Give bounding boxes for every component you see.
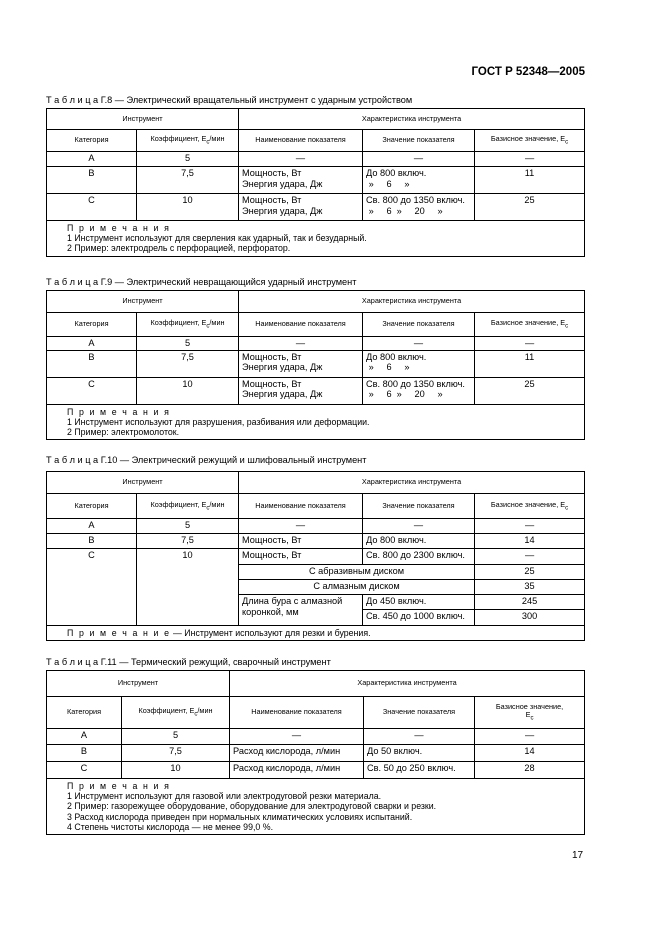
- table-row: С 10 Мощность, Вт Св. 800 до 2300 включ. —: [47, 549, 585, 565]
- note-item: 1 Инструмент используют для сверления как ударный, так и безударный.: [67, 233, 367, 244]
- page-number: 17: [572, 850, 584, 861]
- table-row: А 5 — — —: [47, 152, 585, 167]
- note-item: 3 Расход кислорода приведен при нормальных климатических условиях испытаний.: [67, 811, 413, 822]
- table-notes: [47, 626, 585, 641]
- header-category: Категория: [47, 697, 122, 729]
- table-row: В 7,5 Мощность, Вт Энергия удара, Дж До 800 включ. » 6 » 11: [47, 350, 585, 377]
- notes-title: П р и м е ч а н и я: [67, 406, 171, 417]
- notes-title: П р и м е ч а н и я: [67, 223, 171, 233]
- caption-text: — Электрический вращательный инструмент с ударным устройством: [112, 95, 413, 105]
- header-group-characteristic: Характеристика инструмента: [239, 472, 585, 494]
- note-label: П р и м е ч а н и е: [67, 628, 171, 638]
- header-group-tool: Инструмент: [47, 472, 239, 494]
- header-category: Категория: [47, 494, 137, 519]
- note-item: 2 Пример: газорежущее оборудование, оборудование для электродуговой сварки и резки.: [67, 801, 437, 812]
- table-row: А 5 — — —: [47, 519, 585, 534]
- header-coefficient: Коэффициент, $E_c$/мин: [137, 313, 239, 337]
- table-row: В 7,5 Расход кислорода, л/мин До 50 включ. 14: [47, 745, 585, 762]
- header-base-value: Базисное значение, $E_c$: [475, 494, 585, 519]
- note-text: — Инструмент используют для резки и бурения.: [170, 628, 371, 638]
- caption-text: — Термический режущий, сварочный инструмент: [116, 657, 331, 667]
- header-indicator-value: Значение показателя: [364, 697, 475, 729]
- caption-label: Т а б л и ц а Г.11: [46, 657, 117, 667]
- header-group-tool: Инструмент: [47, 291, 239, 313]
- table-row: В 7,5 Мощность, Вт До 800 включ. 14: [47, 534, 585, 549]
- table-row: С 10 Мощность, Вт Энергия удара, Дж Св. 800 до 1350 включ. » 6 » 20 » 25: [47, 377, 585, 404]
- table-row: Длина бура с алмазной коронкой, мм До 450 включ. 245: [47, 595, 585, 610]
- table-row: В 7,5 Мощность, Вт Энергия удара, Дж До 800 включ. » 6 » 11: [47, 167, 585, 194]
- header-indicator-name: Наименование показателя: [239, 313, 363, 337]
- table-g11: [46, 670, 585, 835]
- header-category: Категория: [47, 313, 137, 337]
- table-caption-g9: [46, 277, 356, 287]
- table-row: С 10 Мощность, Вт Энергия удара, Дж Св. 800 до 1350 включ. » 6 » 20 » 25: [47, 194, 585, 221]
- header-base-value: Базисное значение, $E_c$: [475, 697, 585, 729]
- table-notes: [47, 221, 585, 257]
- table-row: С абразивным диском 25: [47, 565, 585, 580]
- header-indicator-value: Значение показателя: [363, 313, 475, 337]
- header-group-characteristic: Характеристика инструмента: [239, 109, 585, 130]
- note-item: 1 Инструмент используют для газовой или электродуговой резки материала.: [67, 791, 382, 802]
- header-indicator-name: Наименование показателя: [239, 494, 363, 519]
- header-base-value: Базисное значение, $E_c$: [475, 130, 585, 152]
- header-coefficient: Коэффициент, $E_c$/мин: [137, 130, 239, 152]
- header-category: Категория: [47, 130, 137, 152]
- table-g10: [46, 471, 585, 641]
- note-item: 2 Пример: электродрель с перфорацией, перфоратор.: [67, 243, 291, 254]
- table-g8: [46, 108, 585, 257]
- table-caption-g11: [46, 657, 331, 667]
- caption-label: Т а б л и ц а Г.9: [46, 277, 113, 287]
- note-item: 1 Инструмент используют для разрушения, разбивания или деформации.: [67, 416, 370, 427]
- document-id: ГОСТ Р 52348—2005: [471, 66, 585, 78]
- header-group-tool: Инструмент: [47, 109, 239, 130]
- table-row: Св. 450 до 1000 включ. 300: [47, 610, 585, 625]
- table-row: С алмазным диском 35: [47, 580, 585, 595]
- header-group-tool: Инструмент: [47, 671, 230, 697]
- caption-text: — Электрический режущий и шлифовальный инструмент: [117, 455, 367, 465]
- header-indicator-name: Наименование показателя: [239, 130, 363, 152]
- table-row: С 10 Расход кислорода, л/мин Св. 50 до 250 включ. 28: [47, 762, 585, 779]
- header-group-characteristic: Характеристика инструмента: [239, 291, 585, 313]
- header-indicator-value: Значение показателя: [363, 130, 475, 152]
- header-group-characteristic: Характеристика инструмента: [230, 671, 585, 697]
- note-item: 2 Пример: электромолоток.: [67, 426, 180, 437]
- table-caption-g8: [46, 95, 412, 105]
- caption-label: Т а б л и ц а Г.8: [46, 95, 113, 105]
- header-coefficient: Коэффициент, $E_c$/мин: [122, 697, 230, 729]
- notes-title: П р и м е ч а н и я: [67, 781, 171, 791]
- header-indicator-value: Значение показателя: [363, 494, 475, 519]
- table-notes: [47, 404, 585, 440]
- header-coefficient: Коэффициент, $E_c$/мин: [137, 494, 239, 519]
- note-item: 4 Степень чистоты кислорода — не менее 99,0 %.: [67, 821, 274, 832]
- table-caption-g10: [46, 455, 366, 465]
- table-row: А 5 — — —: [47, 337, 585, 351]
- header-indicator-name: Наименование показателя: [230, 697, 364, 729]
- header-base-value: Базисное значение, $E_c$: [475, 313, 585, 337]
- table-g9: [46, 290, 585, 440]
- caption-label: Т а б л и ц а Г.10: [46, 455, 118, 465]
- table-notes: [47, 779, 585, 835]
- table-row: А 5 — — —: [47, 729, 585, 745]
- caption-text: — Электрический невращающийся ударный инструмент: [112, 277, 357, 287]
